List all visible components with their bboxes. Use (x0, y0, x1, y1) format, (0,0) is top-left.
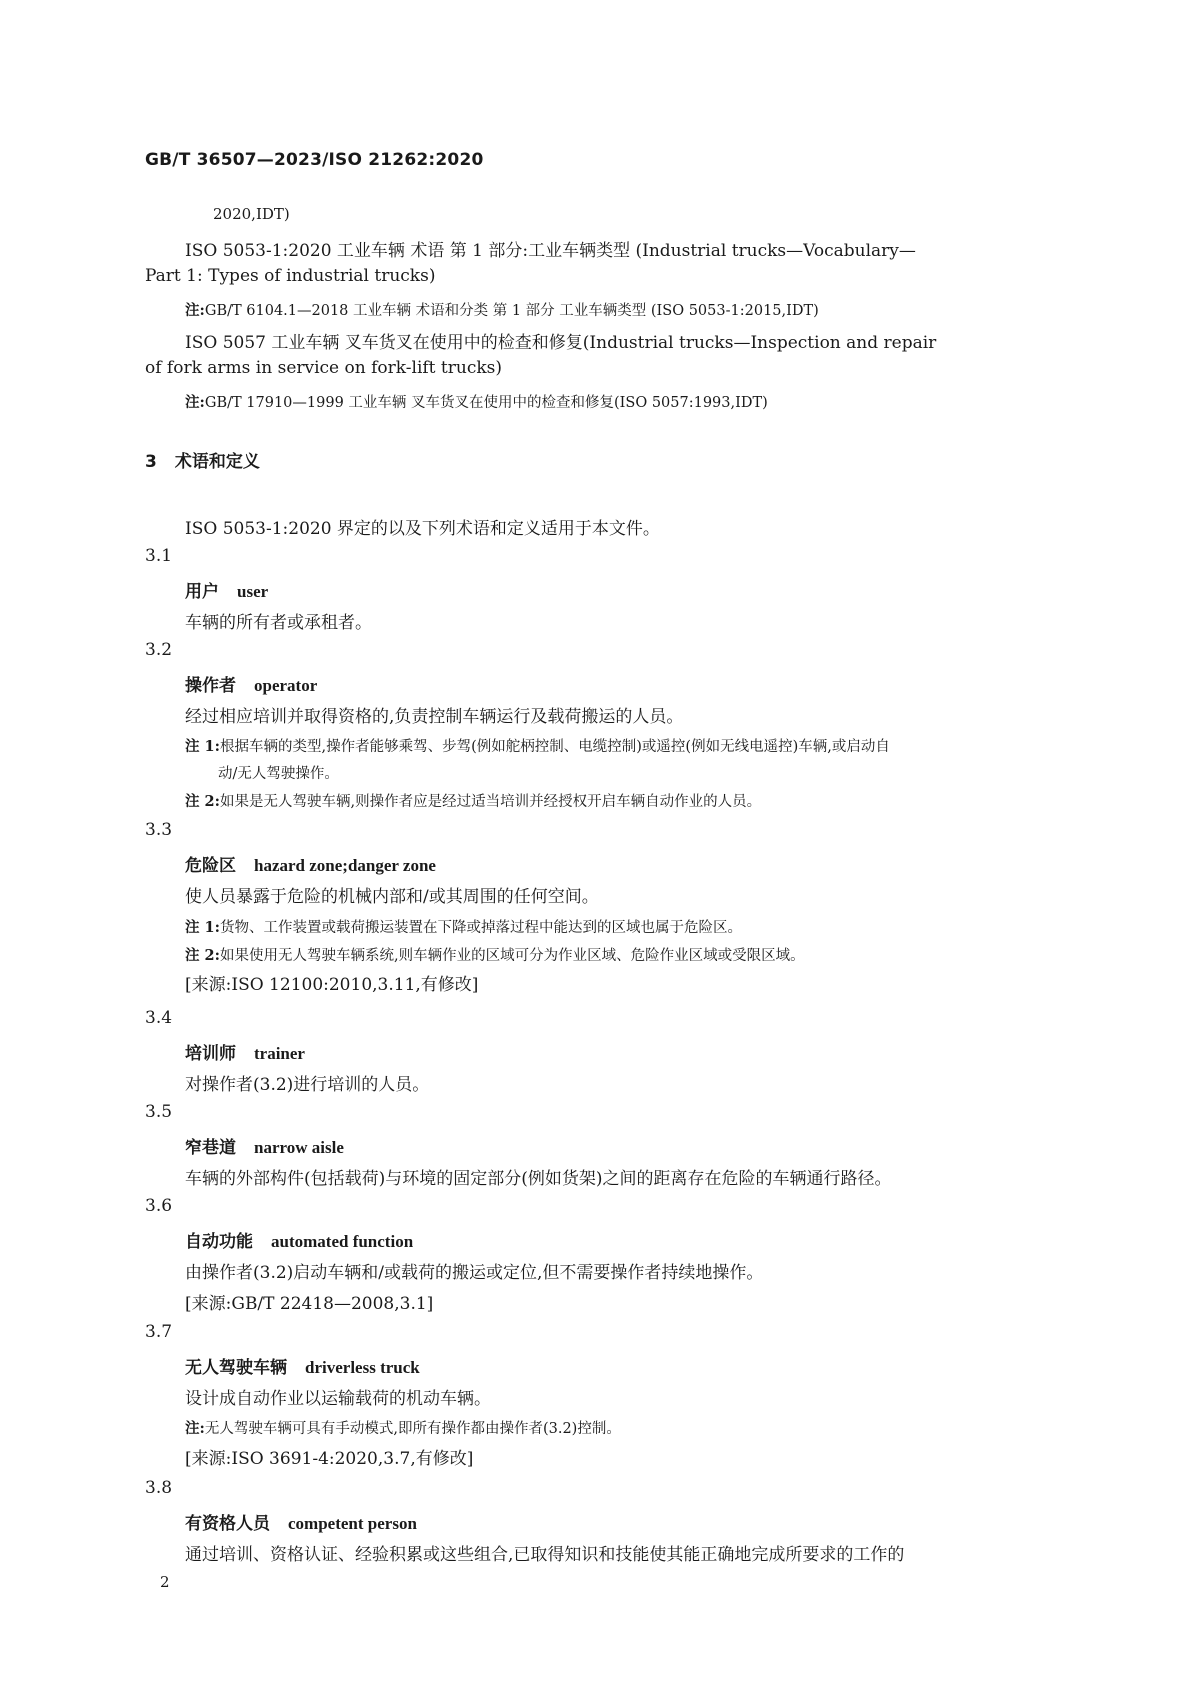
ref-iso5053-line1: ISO 5053-1:2020 工业车辆 术语 第 1 部分:工业车辆类型 (Industrial trucks—Vocabulary— (185, 241, 916, 261)
ref-iso5053-line2: Part 1: Types of industrial trucks) (145, 266, 436, 286)
term-cn: 操作者 (185, 676, 236, 696)
term-number: 3.5 (145, 1102, 173, 1122)
term-definition: 车辆的所有者或承租者。 (185, 613, 372, 633)
ref-iso5057-note (185, 391, 768, 412)
term-definition: 使人员暴露于危险的机械内部和/或其周围的任何空间。 (185, 887, 599, 907)
note-label: 注 2: (185, 793, 220, 810)
term-definition: 通过培训、资格认证、经验积累或这些组合,已取得知识和技能使其能正确地完成所要求的工作的 (185, 1545, 905, 1565)
ref-iso5053-note (185, 299, 819, 320)
ref-continuation: 2020,IDT) (213, 205, 290, 223)
note-text: 如果是无人驾驶车辆,则操作者应是经过适当培训并经授权开启车辆自动作业的人员。 (220, 794, 762, 810)
term-number: 3.7 (145, 1322, 173, 1342)
term-note-2 (185, 944, 805, 965)
note-label: 注 2: (185, 947, 220, 964)
term-cn: 有资格人员 (185, 1514, 270, 1534)
term-en: hazard zone;danger zone (254, 856, 436, 875)
term-number: 3.8 (145, 1478, 173, 1498)
term-source: [来源:GB/T 22418—2008,3.1] (185, 1294, 434, 1314)
term-en: driverless truck (305, 1358, 420, 1377)
term-number: 3.6 (145, 1196, 173, 1216)
term-note-1 (185, 735, 890, 756)
term-en: user (237, 582, 269, 601)
ref-iso5057-line2: of fork arms in service on fork-lift trucks) (145, 358, 502, 378)
note-text: 如果使用无人驾驶车辆系统,则车辆作业的区域可分为作业区域、危险作业区域或受限区域。 (220, 948, 805, 964)
term-source: [来源:ISO 3691-4:2020,3.7,有修改] (185, 1449, 474, 1469)
term-definition: 经过相应培训并取得资格的,负责控制车辆运行及载荷搬运的人员。 (185, 707, 684, 727)
term-note-2 (185, 790, 761, 811)
term-en: operator (254, 676, 318, 695)
term-title (185, 851, 436, 876)
term-definition: 由操作者(3.2)启动车辆和/或载荷的搬运或定位,但不需要操作者持续地操作。 (185, 1263, 764, 1283)
term-cn: 培训师 (185, 1044, 236, 1064)
term-en: automated function (271, 1232, 414, 1251)
term-cn: 无人驾驶车辆 (185, 1358, 287, 1378)
term-number: 3.2 (145, 640, 173, 660)
term-title (185, 1133, 344, 1158)
term-definition: 车辆的外部构件(包括载荷)与环境的固定部分(例如货架)之间的距离存在危险的车辆通行路径。 (185, 1169, 892, 1189)
note-label: 注 1: (185, 738, 220, 755)
term-en: narrow aisle (254, 1138, 344, 1157)
section-number: 3 (145, 452, 157, 472)
ref-iso5057-line1: ISO 5057 工业车辆 叉车货叉在使用中的检查和修复(Industrial trucks—Inspection and repair (185, 333, 937, 353)
note-text: GB/T 6104.1—2018 工业车辆 术语和分类 第 1 部分 工业车辆类型 (ISO 5053-1:2015,IDT) (204, 303, 819, 319)
note-text: 根据车辆的类型,操作者能够乘驾、步驾(例如舵柄控制、电缆控制)或遥控(例如无线电遥控)车辆,或启动自 (220, 739, 890, 755)
term-number: 3.4 (145, 1008, 173, 1028)
note-label: 注: (185, 302, 205, 319)
document-header: GB/T 36507—2023/ISO 21262:2020 (145, 150, 484, 170)
term-cn: 窄巷道 (185, 1138, 236, 1158)
term-cn: 用户 (185, 582, 219, 602)
term-note-1-cont: 动/无人驾驶操作。 (218, 766, 339, 782)
term-title (185, 1509, 417, 1534)
term-cn: 自动功能 (185, 1232, 253, 1252)
term-en: competent person (288, 1514, 417, 1533)
term-cn: 危险区 (185, 856, 236, 876)
note-text: 货物、工作装置或载荷搬运装置在下降或掉落过程中能达到的区域也属于危险区。 (220, 920, 742, 936)
term-title (185, 671, 317, 696)
term-title (185, 1227, 413, 1252)
term-number: 3.3 (145, 820, 173, 840)
note-label: 注 1: (185, 919, 220, 936)
page-number: 2 (160, 1573, 170, 1591)
term-number: 3.1 (145, 546, 173, 566)
term-definition: 设计成自动作业以运输载荷的机动车辆。 (185, 1389, 491, 1409)
note-text: GB/T 17910—1999 工业车辆 叉车货叉在使用中的检查和修复(ISO 5057:1993,IDT) (204, 395, 768, 411)
note-label: 注: (185, 394, 205, 411)
term-note (185, 1417, 621, 1438)
term-note-1 (185, 916, 742, 937)
term-title (185, 577, 268, 602)
term-en: trainer (254, 1044, 305, 1063)
term-source: [来源:ISO 12100:2010,3.11,有修改] (185, 975, 479, 995)
section-heading (145, 447, 260, 472)
section-intro: ISO 5053-1:2020 界定的以及下列术语和定义适用于本文件。 (185, 519, 660, 539)
term-definition: 对操作者(3.2)进行培训的人员。 (185, 1075, 430, 1095)
section-title: 术语和定义 (174, 452, 260, 472)
note-label: 注: (185, 1420, 205, 1437)
note-text: 无人驾驶车辆可具有手动模式,即所有操作都由操作者(3.2)控制。 (204, 1421, 621, 1437)
term-title (185, 1353, 420, 1378)
term-title (185, 1039, 305, 1064)
